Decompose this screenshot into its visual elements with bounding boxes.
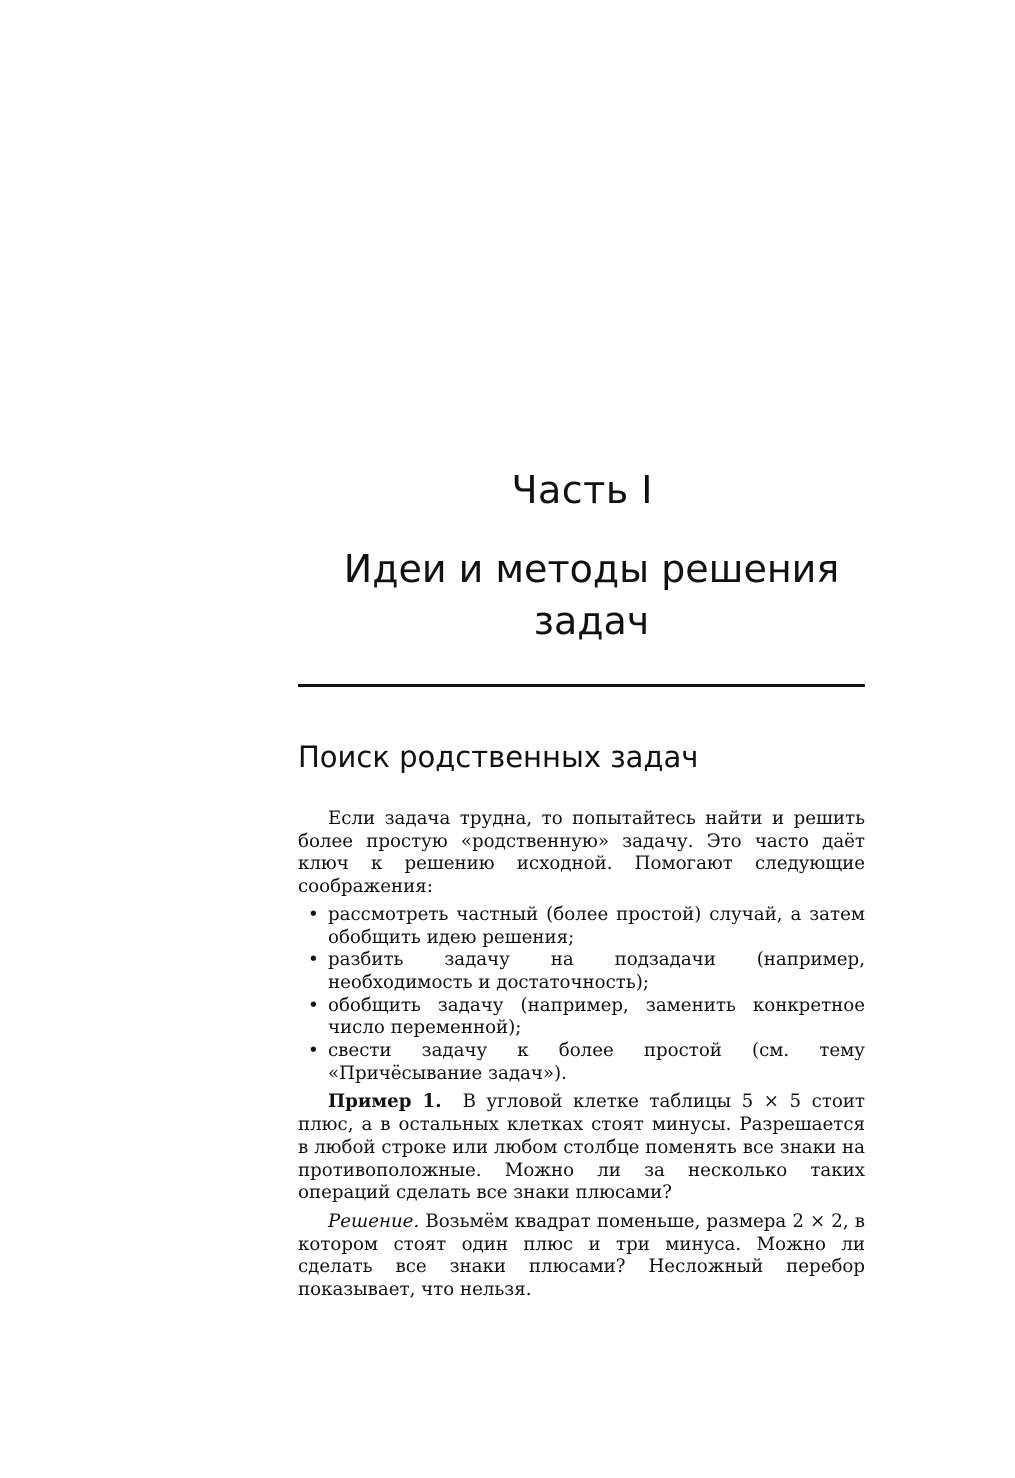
intro-paragraph: Если задача трудна, то попытайтесь найти и решить более простую «родственную» задачу. Это часто даёт ключ к решению исходной. Помогают следующие соображения: [298, 808, 865, 898]
list-item [298, 904, 865, 949]
bullet-icon: • [308, 903, 319, 925]
list-item [298, 949, 865, 994]
example-label: Пример 1. [328, 1091, 442, 1113]
bullet-icon: • [308, 994, 319, 1016]
body-text [298, 808, 865, 1302]
part-label [298, 468, 865, 512]
list-item-text: рассмотреть частный (более простой) случай, а затем обобщить идею решения; [328, 903, 865, 948]
solution-paragraph [298, 1211, 865, 1302]
part-title [298, 543, 865, 647]
bullet-icon: • [308, 949, 319, 971]
list-item-text: разбить задачу на подзадачи (например, необходимость и достаточность); [328, 949, 865, 993]
solution-label: Решение. [328, 1210, 420, 1232]
list-item-text: свести задачу к более простой (см. тему «Причёсывание задач»). [328, 1040, 865, 1084]
solution-text: Возьмём квадрат поменьше, размера 2 × 2, в котором стоят один плюс и три минуса. Можно ли сделать все знаки плюсами? Несложный перебор показывает, что нельзя. [298, 1210, 865, 1301]
section-title: Поиск родственных задач [298, 740, 699, 774]
list-item-text: обобщить задачу (например, заменить конкретное число переменной); [328, 994, 865, 1039]
horizontal-rule [298, 684, 865, 687]
part-title-line-1: Идеи и методы решения [343, 547, 840, 591]
example-text: В угловой клетке таблицы 5 × 5 стоит плюс, а в остальных клетках стоят минусы. Разрешается в любой строке или любом столбце поменять все знаки на противоположные. Можно ли за несколько таких операций сделать все знаки плюсами? [298, 1091, 865, 1204]
list-item [298, 995, 865, 1040]
part-number: Часть I [511, 468, 653, 512]
list-item [298, 1040, 865, 1085]
hint-list [298, 904, 865, 1086]
example-paragraph [298, 1091, 865, 1205]
part-title-line-2: задач [533, 599, 650, 643]
bullet-icon: • [308, 1040, 319, 1062]
